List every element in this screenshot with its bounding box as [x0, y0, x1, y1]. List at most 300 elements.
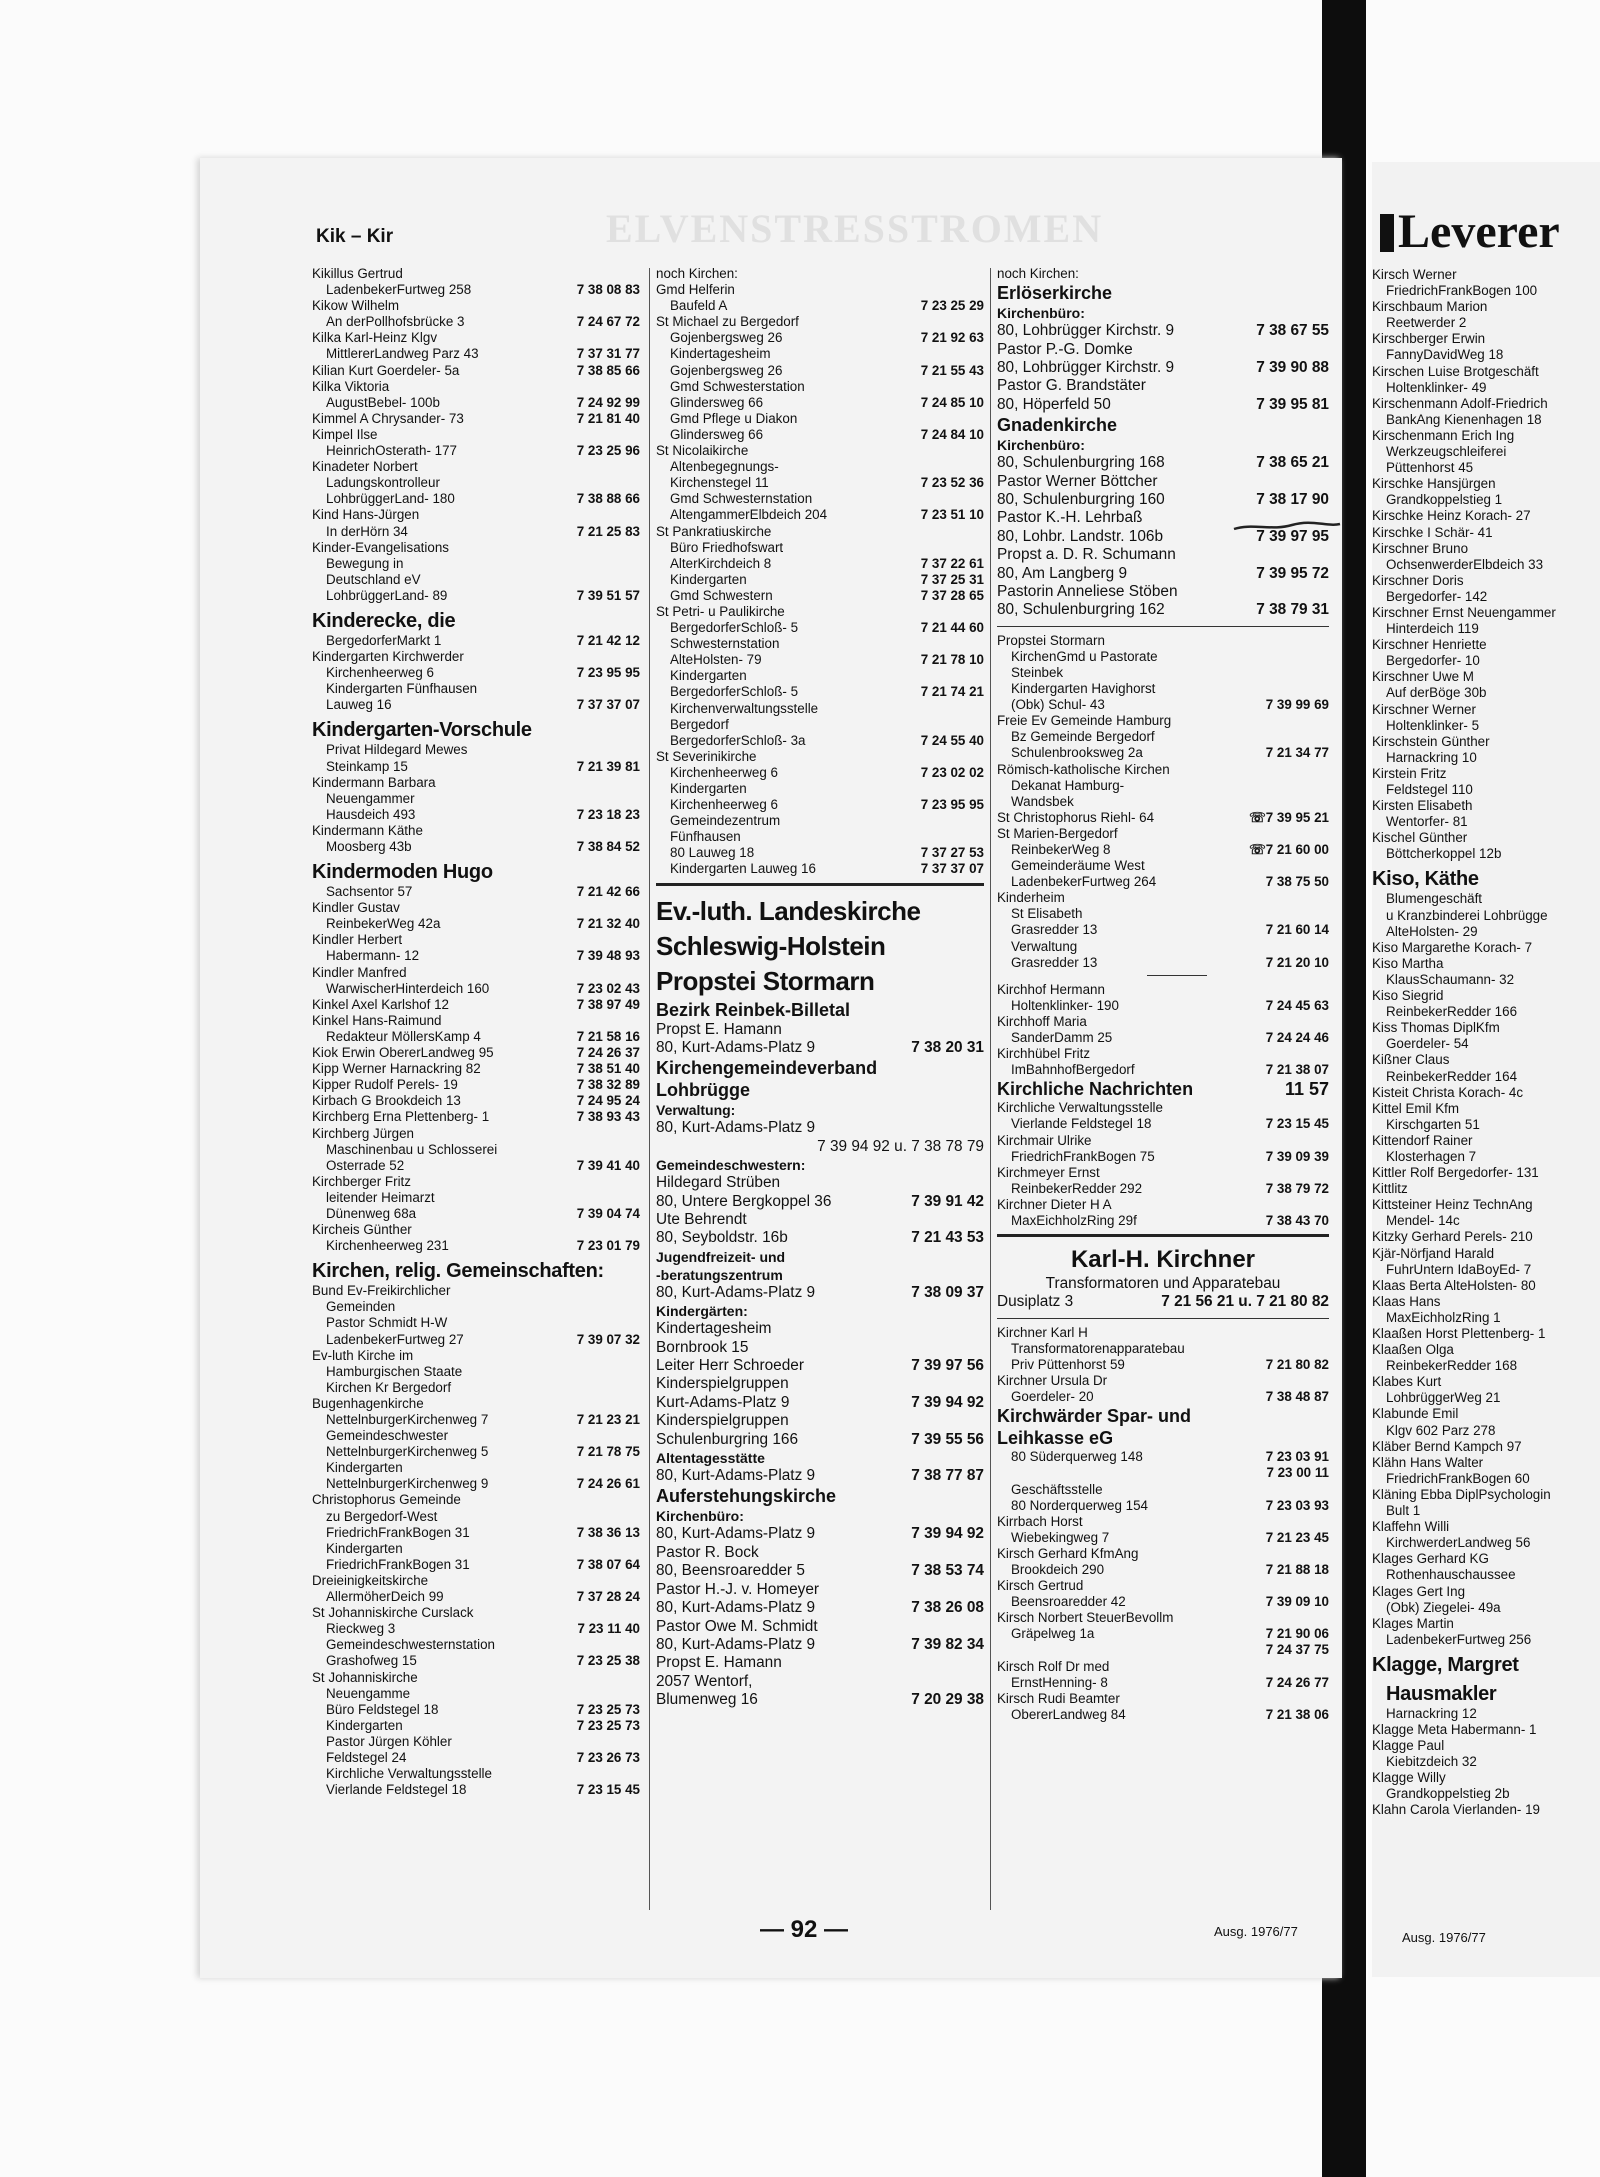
listing-text: Kindergarten	[670, 781, 747, 796]
phone-number: 7 23 15 45	[1265, 1116, 1329, 1132]
listing-text: Kindermoden Hugo	[312, 861, 493, 884]
listing-text: Gemeindezentrum	[670, 813, 781, 829]
listing-line	[1372, 525, 1600, 541]
listing-line	[656, 749, 984, 765]
listing-text: NettelnburgerKirchenweg 9	[326, 1476, 489, 1492]
listing-text: Kiso, Käthe	[1372, 868, 1479, 891]
listing-text: Kirchberg Jürgen	[312, 1125, 414, 1141]
listing-text: Bewegung in	[326, 555, 404, 571]
listing-text: 80, Beensroaredder 5	[656, 1562, 805, 1580]
listing-line	[312, 1315, 640, 1331]
listing-line	[997, 922, 1329, 938]
phone-number: 7 23 00 11	[1266, 1465, 1329, 1481]
listing-line	[312, 1222, 640, 1238]
listing-line	[997, 906, 1329, 922]
phone-number: 7 21 81 40	[576, 410, 640, 426]
listing-text: Gemeindeschwesternstation	[326, 1637, 495, 1653]
ad-line	[656, 1467, 984, 1485]
listing-text: LadenbekerFurtweg 264	[1011, 874, 1157, 890]
listing-line	[1372, 557, 1600, 573]
listing-line	[997, 1626, 1329, 1642]
phone-number: 7 21 20 10	[1265, 954, 1329, 970]
phone-number: 7 39 48 93	[576, 948, 640, 964]
listing-text: Klages Gerhard KG	[1372, 1551, 1489, 1567]
listing-text: Ladungskontrolleur	[326, 475, 440, 491]
listing-line	[1372, 1036, 1600, 1052]
phone-number: 7 21 55 43	[920, 362, 984, 378]
listing-line	[312, 1238, 640, 1254]
phone-number: 7 38 93 43	[576, 1109, 640, 1125]
listing-line	[1372, 1262, 1600, 1278]
listing-text: Gojenbergsweg 26	[670, 362, 783, 378]
ad-line	[997, 341, 1329, 359]
listing-text: Gnadenkirche	[997, 415, 1118, 436]
listing-line	[312, 1126, 640, 1142]
listing-text: Gemeindeschwester	[326, 1428, 449, 1444]
listing-line	[312, 1541, 640, 1557]
listing-text: 80, Lohbrügger Kirchstr. 9	[997, 358, 1175, 376]
listing-text: Klaffehn Willi	[1372, 1519, 1450, 1535]
listing-text: Hinterdeich 119	[1386, 621, 1479, 637]
listing-text: Kinderspielgruppen	[656, 1375, 789, 1393]
listing-line	[997, 1449, 1329, 1465]
phone-number: 7 39 41 40	[576, 1157, 640, 1173]
phone-number: 7 38 43 70	[1265, 1212, 1329, 1228]
listing-line	[997, 1062, 1329, 1078]
listing-line	[1372, 846, 1600, 862]
listing-text: Pastor H.-J. v. Homeyer	[656, 1580, 820, 1598]
listing-line	[1372, 1149, 1600, 1165]
phone-number: 7 21 92 63	[920, 330, 984, 346]
listing-text: Schwesternstation	[670, 636, 780, 652]
listing-line	[1372, 1165, 1600, 1181]
listing-line	[312, 475, 640, 491]
listing-text: 2057 Wentorf,	[656, 1672, 753, 1690]
ad-line	[997, 454, 1329, 472]
listing-text: Kind Hans-Jürgen	[312, 507, 420, 523]
listing-line	[312, 1557, 640, 1573]
listing-text: Kilka Karl-Heinz Klgv	[312, 330, 438, 346]
listing-line	[656, 636, 984, 652]
listing-line	[656, 797, 984, 813]
listing-text: FriedrichFrankBogen 75	[1011, 1148, 1155, 1164]
listing-text: Kjär-Nörfjand Harald	[1372, 1245, 1495, 1261]
listing-line	[1372, 1802, 1600, 1818]
listing-text: Kirchhoff Maria	[997, 1013, 1087, 1029]
listing-line	[1372, 1551, 1600, 1567]
listing-text: ReinbekerWeg 42a	[326, 916, 441, 932]
listing-text: Kittler Rolf Bergedorfer- 131	[1372, 1165, 1539, 1181]
listing-line	[1372, 476, 1600, 492]
listing-text: Kirschner Henriette	[1372, 637, 1487, 653]
listing-line	[1372, 1406, 1600, 1422]
listing-line	[1372, 1310, 1600, 1326]
listing-text: (Obk) Schul- 43	[1011, 697, 1105, 713]
subheading: Gemeindeschwestern:	[656, 1157, 806, 1174]
listing-text: Pastor Werner Böttcher	[997, 472, 1158, 490]
listing-text: Kipper Rudolf Perels- 19	[312, 1077, 458, 1093]
listing-line	[997, 858, 1329, 874]
listing-text: Osterrade 52	[326, 1157, 405, 1173]
listing-line	[997, 794, 1329, 810]
listing-text: 80, Seyboldstr. 16b	[656, 1229, 788, 1247]
phone-number: 7 37 22 61	[920, 555, 984, 571]
listing-text: Kirchliche Nachrichten	[997, 1079, 1194, 1100]
listing-line	[1372, 782, 1600, 798]
listing-text: Kirsten Elisabeth	[1372, 798, 1473, 814]
listing-line	[656, 733, 984, 749]
listing-text: Klähn Hans Walter	[1372, 1454, 1484, 1470]
listing-text: Vierlande Feldstegel 18	[1011, 1116, 1152, 1132]
listing-text: Kirsch Rolf Dr med	[997, 1658, 1110, 1674]
listing-text: Propst a. D. R. Schumann	[997, 546, 1176, 564]
listing-line	[1372, 1503, 1600, 1519]
listing-text: Kinadeter Norbert	[312, 459, 418, 475]
organization-heading	[656, 1057, 984, 1079]
listing-text: 80, Am Langberg 9	[997, 564, 1128, 582]
phone-number: 7 38 75 50	[1265, 874, 1329, 890]
phone-number: 7 21 23 45	[1265, 1529, 1329, 1545]
listing-line	[997, 982, 1329, 998]
listing-text: Redakteur MöllersKamp 4	[326, 1028, 481, 1044]
listing-line	[1372, 315, 1600, 331]
listing-heading	[312, 1259, 640, 1283]
listing-line	[656, 507, 984, 523]
ad-line	[997, 601, 1329, 619]
listing-line	[1372, 428, 1600, 444]
listing-text: Kirsch Werner	[1372, 267, 1457, 282]
listing-text: Grasredder 13	[1011, 954, 1098, 970]
listing-text: Kiso Margarethe Korach- 7	[1372, 939, 1533, 955]
phone-number: 7 23 03 91	[1265, 1449, 1329, 1465]
listing-text: Böttcherkoppel 12b	[1386, 846, 1502, 862]
listing-line	[1372, 940, 1600, 956]
listing-text: noch Kirchen:	[997, 266, 1079, 281]
listing-text: 80, Untere Bergkoppel 36	[656, 1192, 832, 1210]
listing-text: Kirschner Ernst Neuengammer	[1372, 604, 1556, 620]
listing-text: Kirbach G Brookdeich 13	[312, 1093, 461, 1109]
listing-line	[997, 1014, 1329, 1030]
listing-text: Holtenklinker- 190	[1011, 997, 1119, 1013]
listing-line	[1372, 1101, 1600, 1117]
phone-number: 7 24 37 75	[1265, 1642, 1329, 1658]
listing-line	[997, 998, 1329, 1014]
phone-number: 7 21 38 07	[1265, 1062, 1329, 1078]
listing-line	[997, 1562, 1329, 1578]
edition-label: Ausg. 1976/77	[1214, 1924, 1298, 1939]
listing-text: Transformatorenapparatebau	[1011, 1340, 1185, 1356]
listing-text: 80, Schulenburgring 160	[997, 490, 1165, 508]
listing-line	[1372, 380, 1600, 396]
phone-number: 7 39 94 92	[911, 1393, 984, 1411]
listing-text: Holtenklinker- 49	[1386, 379, 1487, 395]
listing-line	[312, 1158, 640, 1174]
phone-number: 7 21 88 18	[1265, 1562, 1329, 1577]
phone-number: 7 38 53 74	[911, 1562, 984, 1580]
listing-line	[997, 1046, 1329, 1062]
phone-number: 7 21 44 60	[920, 620, 984, 636]
listing-text: Kirsch Norbert SteuerBevollm	[997, 1610, 1174, 1626]
listing-text: Klagge Meta Habermann- 1	[1372, 1721, 1537, 1737]
listing-text: Kindler Manfred	[312, 964, 407, 980]
right-page	[1372, 162, 1600, 1977]
listing-text: Pastor Jürgen Köhler	[326, 1733, 452, 1749]
phone-number: 7 23 51 10	[920, 507, 984, 523]
listing-line	[312, 540, 640, 556]
listing-text: St Johanniskirche Curslack	[312, 1605, 474, 1621]
listing-line	[312, 556, 640, 572]
listing-line	[1372, 653, 1600, 669]
ad-line	[656, 1229, 984, 1247]
listing-text: WarwischerHinterdeich 160	[326, 980, 490, 996]
phone-number: 7 38 65 21	[1256, 454, 1329, 472]
phone-number: 7 37 28 24	[576, 1589, 640, 1605]
listing-text: 80, Lohbrügger Kirchstr. 9	[997, 322, 1175, 340]
listing-text: Bezirk Reinbek-Billetal	[656, 999, 851, 1020]
listing-text: 7 39 94 92 u. 7 38 78 79	[817, 1137, 984, 1155]
phone-number: 7 39 04 74	[576, 1205, 640, 1221]
listing-line	[312, 1702, 640, 1718]
listing-text: Römisch-katholische Kirchen	[997, 761, 1170, 777]
listing-text: 80 Süderquerweg 148	[1011, 1449, 1143, 1465]
phone-number: 7 21 25 83	[576, 523, 640, 539]
listing-line	[312, 839, 640, 855]
ad-line	[656, 1431, 984, 1449]
listing-line	[1372, 1390, 1600, 1406]
subheading: Verwaltung:	[656, 1102, 736, 1119]
listing-text: Hausdeich 493	[326, 806, 416, 822]
listing-line	[312, 759, 640, 775]
listing-line	[656, 717, 984, 733]
phone-number: 7 39 95 72	[1256, 564, 1329, 582]
ad-line	[656, 1174, 984, 1192]
phone-number: 7 21 42 12	[576, 632, 640, 648]
section-rule	[997, 626, 1329, 627]
listing-text: BergedorferMarkt 1	[326, 632, 442, 648]
phone-number: 7 38 17 90	[1256, 490, 1329, 508]
ad-tagline: Transformatoren und Apparatebau	[1045, 1275, 1281, 1293]
listing-line	[312, 1670, 640, 1686]
listing-line	[1372, 637, 1600, 653]
organization-heading	[997, 414, 1329, 436]
listing-line	[1372, 1471, 1600, 1487]
listing-line	[1372, 1020, 1600, 1036]
listing-line	[1372, 891, 1600, 907]
ad-line	[656, 1618, 984, 1636]
listing-line	[656, 540, 984, 556]
listing-line	[312, 1525, 640, 1541]
listing-line	[312, 1573, 640, 1589]
listing-line	[997, 778, 1329, 794]
listing-line	[997, 1691, 1329, 1707]
ad-line	[997, 1293, 1329, 1311]
listing-text: Kiso Martha	[1372, 955, 1444, 971]
phone-number: ☏7 21 60 00	[1248, 842, 1329, 857]
listing-text: Klaaßen Horst Plettenberg- 1	[1372, 1326, 1546, 1341]
section-rule	[656, 883, 984, 886]
ad-line	[656, 1193, 984, 1211]
organization-heading	[656, 1079, 984, 1101]
listing-line	[1372, 1133, 1600, 1149]
listing-text: Hamburgischen Staate	[326, 1363, 463, 1379]
listing-text: Goerdeler- 54	[1386, 1036, 1469, 1052]
listing-text: Hausmakler	[1386, 1682, 1497, 1705]
listing-line	[656, 652, 984, 668]
listing-text: FannyDavidWeg 18	[1386, 347, 1504, 363]
listing-line	[997, 1149, 1329, 1165]
listing-text: Gmd Schwesternstation	[670, 491, 813, 507]
listing-line	[312, 1444, 640, 1460]
listing-text: Kittlitz	[1372, 1181, 1408, 1197]
phone-number: 7 37 25 31	[920, 571, 984, 587]
listing-line	[997, 1030, 1329, 1046]
listing-text: Rothenhauschaussee	[1386, 1567, 1516, 1583]
listing-text: Kirchen Kr Bergedorf	[326, 1379, 452, 1395]
listing-text: Kimpel Ilse	[312, 426, 378, 442]
listing-text: Kittel Emil Kfm	[1372, 1100, 1460, 1116]
phone-number: 7 21 42 66	[576, 884, 640, 900]
section-heading: Schleswig-Holstein	[656, 930, 886, 961]
section-heading: Propstei Stormarn	[656, 965, 875, 996]
listing-line	[312, 1509, 640, 1525]
listing-line	[656, 620, 984, 636]
listing-line	[312, 948, 640, 964]
listing-text: Sachsentor 57	[326, 884, 413, 900]
listing-line	[1372, 685, 1600, 701]
listing-text: LohbrüggerLand- 89	[326, 587, 448, 603]
listing-text: St Nicolaikirche	[656, 443, 749, 459]
listing-line	[312, 1190, 640, 1206]
phone-number: 7 38 79 72	[1265, 1180, 1329, 1196]
listing-text: Klages Gert Ing	[1372, 1583, 1466, 1599]
listing-line	[997, 874, 1329, 890]
listing-text: ReinbekerWeg 8	[1011, 842, 1111, 857]
phone-number: ☏7 39 95 21	[1248, 809, 1329, 825]
listing-text: Grashofweg 15	[326, 1653, 417, 1669]
listing-text: NettelnburgerKirchenweg 5	[326, 1444, 489, 1460]
ad-line	[997, 396, 1329, 414]
listing-text: Dünenweg 68a	[326, 1205, 417, 1221]
listing-line	[312, 1142, 640, 1158]
listing-text: Schulenbrooksweg 2a	[1011, 745, 1143, 761]
phone-number: 7 24 92 99	[576, 394, 640, 410]
listing-line	[312, 443, 640, 459]
listing-text: AlteHolsten- 29	[1386, 923, 1478, 939]
listing-text: Kirschen Luise Brotgeschäft	[1372, 363, 1539, 379]
listing-line	[997, 1133, 1329, 1149]
listing-text: Kinkel Hans-Raimund	[312, 1012, 442, 1028]
directory-column-3	[997, 266, 1329, 1723]
listing-text: Vierlande Feldstegel 18	[326, 1782, 467, 1798]
listing-text: Mendel- 14c	[1386, 1213, 1460, 1229]
listing-line	[656, 588, 984, 604]
phone-number: 7 23 02 02	[920, 764, 984, 780]
show-through-title: ELVENSTRESSTROMEN	[606, 206, 1104, 247]
ad-line	[656, 1320, 984, 1338]
listing-text: MaxEichholzRing 1	[1386, 1309, 1501, 1325]
ad-line	[656, 1412, 984, 1430]
listing-text: Beensroaredder 42	[1011, 1594, 1126, 1610]
listing-text: Kirchhof Hermann	[997, 981, 1105, 997]
listing-text: Glindersweg 66	[670, 394, 764, 410]
listing-line	[1372, 1600, 1600, 1616]
listing-text: Kirchliche Verwaltungsstelle	[997, 1100, 1163, 1116]
right-page-column	[1372, 267, 1600, 1819]
phone-number: 7 39 07 32	[576, 1331, 640, 1347]
listing-text: Kirschstein Günther	[1372, 733, 1490, 749]
listing-text: Kirchliche Verwaltungsstelle	[326, 1766, 492, 1782]
listing-text: St Pankratiuskirche	[656, 523, 772, 539]
listing-line	[656, 861, 984, 877]
page-header-range: Kik – Kir	[316, 226, 394, 247]
phone-number: 7 23 25 38	[576, 1653, 640, 1669]
listing-text: Kikillus Gertrud	[312, 266, 403, 281]
listing-text: Propst E. Hamann	[656, 1020, 782, 1038]
listing-line	[312, 633, 640, 649]
listing-text: Kirschberger Erwin	[1372, 331, 1486, 347]
listing-text: Kinderheim	[997, 890, 1065, 906]
listing-text: Kläning Ebba DiplPsychologin	[1372, 1486, 1551, 1502]
listing-line	[312, 916, 640, 932]
listing-line	[312, 1589, 640, 1605]
listing-text: Kirrbach Horst	[997, 1513, 1083, 1529]
listing-text: Auf derBöge 30b	[1386, 685, 1487, 701]
listing-line	[997, 1530, 1329, 1546]
ad-line	[997, 359, 1329, 377]
listing-text: Pastorin Anneliese Stöben	[997, 582, 1178, 600]
listing-line	[997, 1100, 1329, 1116]
phone-number: 7 24 26 37	[576, 1045, 640, 1061]
listing-line	[1372, 830, 1600, 846]
listing-text: St Elisabeth	[1011, 906, 1083, 922]
phone-number: 7 38 08 83	[576, 282, 640, 298]
listing-text: ReinbekerRedder 166	[1386, 1004, 1518, 1020]
ad-line	[656, 1339, 984, 1357]
listing-text: Gmd Helferin	[656, 282, 735, 298]
listing-text: Kircheis Günther	[312, 1222, 412, 1238]
subheading: Kindergärten:	[656, 1303, 748, 1320]
listing-text: Ev-luth Kirche im	[312, 1347, 414, 1363]
listing-text: KlausSchaumann- 32	[1386, 971, 1515, 987]
listing-line	[312, 1766, 640, 1782]
listing-line	[656, 781, 984, 797]
listing-text: Kirschgarten 51	[1386, 1116, 1480, 1132]
listing-text: Leihkasse eG	[997, 1428, 1114, 1449]
listing-text: FuhrUntern IdaBoyEd- 7	[1386, 1261, 1532, 1277]
listing-heading	[312, 718, 640, 742]
listing-line	[1372, 972, 1600, 988]
listing-line	[312, 649, 640, 665]
phone-number: 7 39 95 81	[1256, 395, 1329, 413]
listing-text: Pastor K.-H. Lehrbaß	[997, 509, 1143, 527]
listing-line	[312, 1045, 640, 1061]
listing-text: Kläber Bernd Kampch 97	[1372, 1438, 1522, 1454]
listing-text: Erlöserkirche	[997, 283, 1113, 304]
listing-line	[656, 572, 984, 588]
organization-heading	[997, 1405, 1329, 1427]
listing-text: Klagge Willy	[1372, 1770, 1446, 1786]
listing-text: Lohbrügge	[656, 1080, 750, 1101]
phone-number: 7 21 38 06	[1265, 1706, 1329, 1722]
phone-number: 11 57	[1284, 1079, 1329, 1100]
listing-line	[1372, 1616, 1600, 1632]
listing-line	[997, 633, 1329, 649]
phone-number: 7 39 09 10	[1265, 1594, 1329, 1610]
column-rule-1	[649, 268, 650, 1910]
listing-line	[656, 395, 984, 411]
phone-number: 7 38 84 52	[576, 839, 640, 854]
organization-heading	[656, 1485, 984, 1507]
